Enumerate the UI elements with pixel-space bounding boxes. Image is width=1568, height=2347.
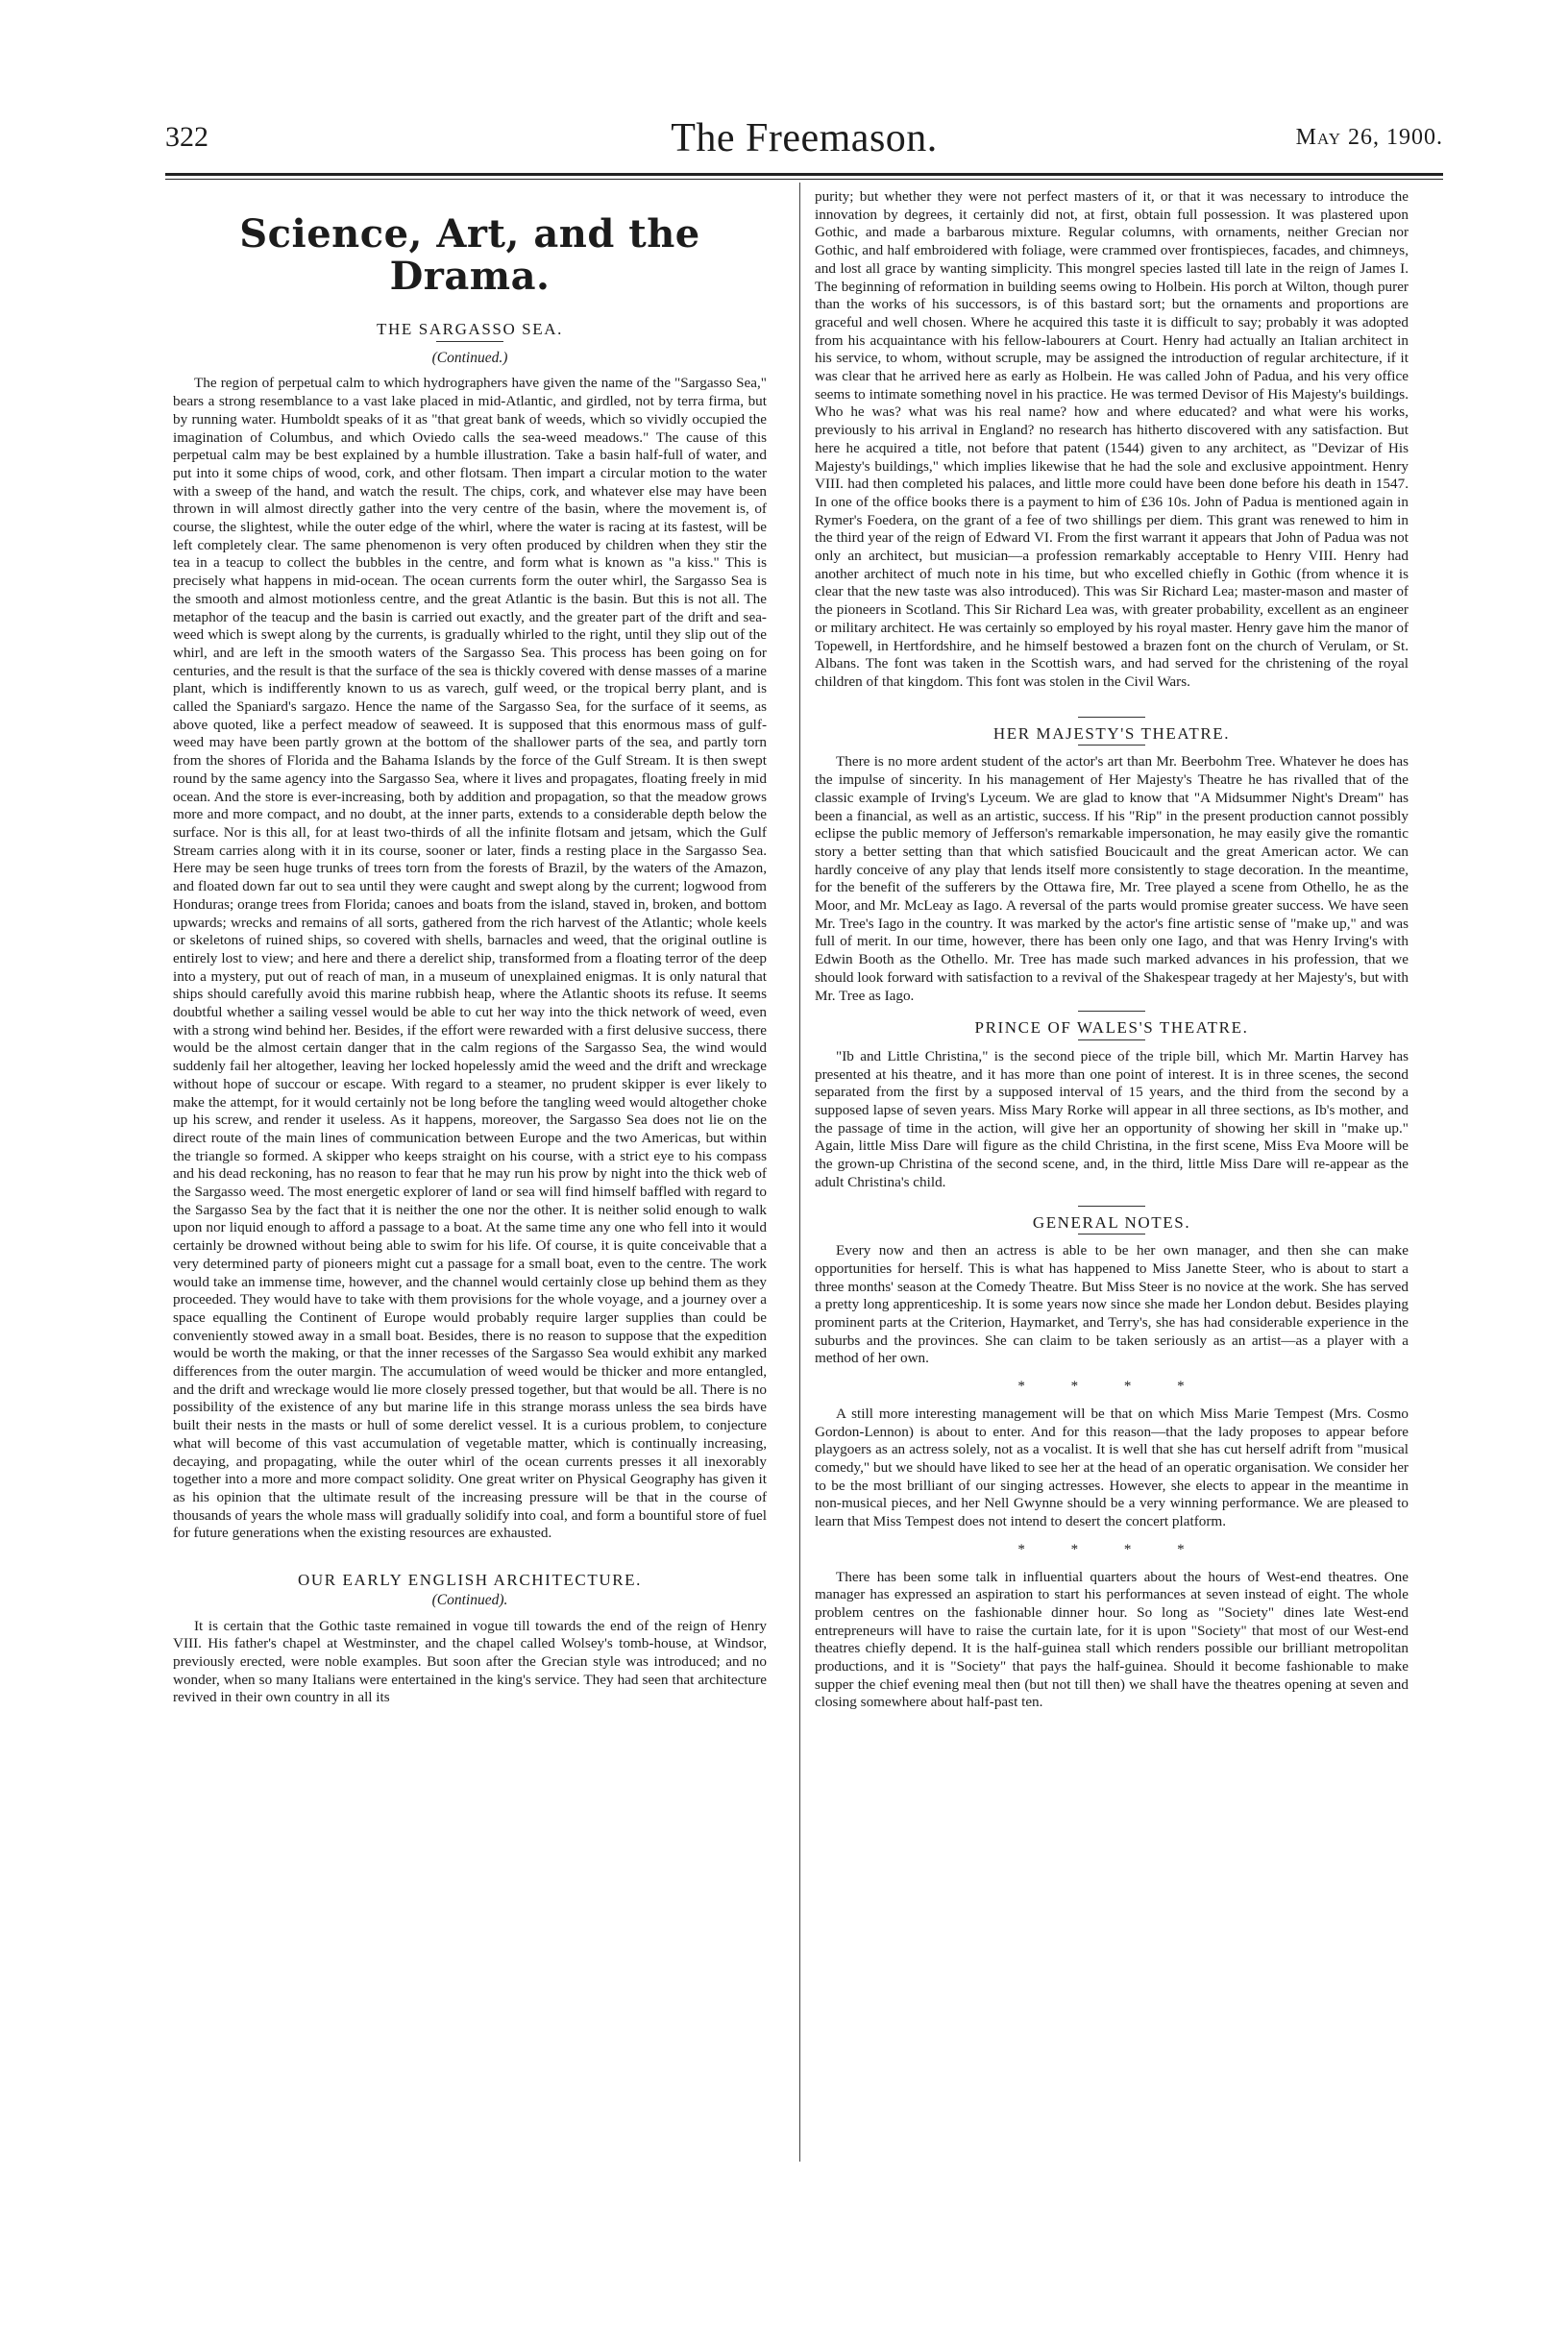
section-stars: * * * * — [1017, 1541, 1206, 1557]
section-rule — [1078, 1206, 1145, 1207]
general-notes-paragraph: There has been some talk in influential quarters about the hours of West-end theatres. One manager has expressed an aspiration to start his performances at seven instead of eight. The whole problem centres on the fashionable dinner hour. So long as "Society" dines late West-end entrepreneurs will have to raise the curtain late, for it is upon "Society" that most of our West-end theatres chiefly depend. It is the half-guinea stall which renders possible our brilliant metropolitan productions, and it is "Society" that pays the half-guinea. Should it become fashionable to make supper the chief evening meal then (but not till then) we shall have the theatres opening at seven and closing somewhere about half-past ten. — [815, 1568, 1409, 1711]
article-subtitle-architecture: (Continued). — [431, 1591, 508, 1608]
her-majesty-paragraph: There is no more ardent student of the actor's art than Mr. Beerbohm Tree. Whatever he does has the impulse of sincerity. In his management of Her Majesty's Theatre he has rivalled that of the classic example of Irving's Lyceum. We are glad to know that "A Midsummer Night's Dream" has been a financial, as well as an artistic, success. If his "Rip" in the present production cannot possibly eclipse the public memory of Jefferson's remarkable impersonation, he may easily give the romantic story a better setting than that which satisfied Boucicault and the great American actor. We can hardly conceive of any play that lends itself more consistently to stage decoration. In the meantime, for the benefit of the sufferers by the Ottawa fire, Mr. Tree played a scene from Othello, he as the Moor, and Mr. McLeay as Iago. A reversal of the parts would promise greater success. We have seen Mr. Tree's Iago in the country. It was marked by the actor's fine artistic sense of "make up," and was full of merit. In our time, however, there has been only one Iago, and that was Henry Irving's with Edwin Booth as the Othello. Mr. Tree has made such marked advances in his profession, that we should look forward with satisfaction to a revival of the Shakespear tragedy at her Majesty's, but with Mr. Tree as Iago. — [815, 753, 1409, 1004]
publication-title: The Freemason. — [671, 116, 938, 160]
article-title-sargasso: THE SARGASSO SEA. — [377, 320, 563, 338]
issue-date: May 26, 1900. — [1295, 125, 1443, 150]
left-column — [173, 188, 767, 1707]
article-title-her-majesty: HER MAJESTY'S THEATRE. — [992, 723, 1231, 743]
page-number: 322 — [165, 121, 208, 153]
architecture-continued: purity; but whether they were not perfect masters of it, or that it was necessary to introduce the innovation by degrees, it certainly did not, at first, obtain full possession. It was plastered upon Gothic, and made a barbarous mixture. Regular columns, with ornaments, neither Grecian nor Gothic, and half embroidered with foliage, were crammed over frontispieces, facades, and chimneys, and lost all grace by wanting simplicity. This mongrel species lasted till late in the reign of James I. The beginning of reformation in building seems owing to Holbein. His porch at Wilton, though purer than the works of his successors, is of this bastard sort; but the ornaments and proportions are graceful and well chosen. Where he acquired this taste it is difficult to say; probably it was adopted from his acquaintance with his fellow-labourers at Court. Henry had actually an Italian architect in his service, to whom, without scruple, may be assigned the introduction of regular architecture, if it was clear that he arrived here as early as Holbein. He was called John of Padua, and his very office seems to intimate something novel in his practice. He was termed Devisor of His Majesty's buildings. Who he was? what was his real name? how and where educated? and what were his works, previously to his arrival in England? no research has hitherto discovered with any satisfaction. But here he acquired a title, not before that patent (1544) given to any architect, as "Devizar of His Majesty's buildings," which implies likewise that he had the sole and exclusive appointment. Henry VIII. had then completed his palaces, and little more could have been done before his death in 1547. In one of the office books there is a payment to him of £36 10s. John of Padua is mentioned again in Rymer's Foedera, on the grant of a fee of two shillings per diem. This grant was renewed to him in the third year of the reign of Edward VI. From the first warrant it appears that John of Padua was not only an architect, but musician—a profession remarkably acceptable to Henry VIII. Henry had another architect of much note in his time, but who excelled chiefly in Gothic (from whence it is clear that the new taste was also introduced). This was Sir Richard Lea; master-mason and master of the pioneers in Scotland. This Sir Richard Lea was, with greater probability, excellent as an engineer or military architect. He was certainly so employed by his royal master. Henry gave him the manor of Topewell, in Hertfordshire, and he himself bestowed a brazen font on the church of Verulam, or St. Albans. The font was taken in the Scottish wars, and had served for the christening of the royal children of that kingdom. This font was stolen in the Civil Wars. — [815, 188, 1409, 690]
general-notes-paragraph: Every now and then an actress is able to be her own manager, and then she can make opportunities for herself. This is what has happened to Miss Janette Steer, who is about to start a three months' season at the Comedy Theatre. But Miss Steer is no novice at the work. She has served a pretty long apprenticeship. It is some years now since she made her London debut. Besides playing prominent parts at the Criterion, Haymarket, and Terry's, she has had considerable experience in the suburbs and the provinces. She can claim to be taken seriously as an artist—as a player with a method of her own. — [815, 1242, 1409, 1367]
article-title-general-notes: GENERAL NOTES. — [1032, 1212, 1191, 1232]
section-rule — [1078, 1011, 1145, 1012]
article-title-prince-of-wales: PRINCE OF WALES'S THEATRE. — [974, 1018, 1249, 1038]
section-banner: Science, Art, and the Drama. — [239, 211, 700, 299]
title-rule — [1078, 1039, 1145, 1040]
general-notes-paragraph: A still more interesting management will be that on which Miss Marie Tempest (Mrs. Cosmo Gordon-Lennon) is about to enter. And for this reason—that the lady proposes to appear before playgoers as an actress solely, not as a vocalist. It is well that she has cut herself adrift from "musical comedy," but we should have liked to see her at the head of an operatic organisation. We consider her to be the most brilliant of our singing actresses. However, she elects to appear in the meantime in non-musical pieces, and her Nell Gwynne should be a very winning performance. We are pleased to learn that Miss Tempest does not intend to desert the concert platform. — [815, 1405, 1409, 1530]
header-rule — [165, 173, 1443, 176]
title-rule — [1078, 1234, 1145, 1235]
right-column — [815, 188, 1409, 1712]
title-rule — [436, 341, 503, 342]
masthead — [165, 115, 1443, 169]
article-title-architecture: OUR EARLY ENGLISH ARCHITECTURE. — [298, 1571, 642, 1590]
prince-of-wales-paragraph: "Ib and Little Christina," is the second piece of the triple bill, which Mr. Martin Harvey has presented at his theatre, and it has more than one point of interest. It is in three scenes, the second separated from the first by a supposed interval of 15 years, and the third from the second by a supposed lapse of seven years. Miss Mary Rorke will appear in all three sections, as Ib's mother, and the passage of time in the action, will give her an opportunity of showing her skill in "make up." Again, little Miss Dare will figure as the child Christina, in the first scene, Miss Eva Moore will be the grown-up Christina of the second scene, and, in the third, little Miss Dare will re-appear as the adult Christina's child. — [815, 1047, 1409, 1190]
title-rule — [1078, 745, 1145, 746]
architecture-paragraph: It is certain that the Gothic taste remained in vogue till towards the end of the reign of Henry VIII. His father's chapel at Westminster, and the chapel called Wolsey's tomb-house, at Windsor, previously erected, were noble examples. But soon after the Grecian style was introduced; and no wonder, when so many Italians were entertained in the king's service. They had seen that architecture revived in their own country in all its — [173, 1617, 767, 1706]
article-subtitle-sargasso: (Continued.) — [431, 349, 508, 366]
section-rule — [1078, 717, 1145, 718]
sargasso-paragraph: The region of perpetual calm to which hydrographers have given the name of the "Sargasso Sea," bears a strong resemblance to a vast lake placed in mid-Atlantic, and girdled, not by terra firma, but by running water. Humboldt speaks of it as "that great bank of weeds, which so vividly occupied the imagination of Columbus, and which Oviedo calls the sea-weed meadows." The cause of this perpetual calm may be best explained by a humble illustration. Take a basin half-full of water, and put into it some chips of wood, cork, and other flotsam. Then impart a circular motion to the water with a sweep of the hand, and watch the result. The chips, cork, and whatever else may have been thrown in will almost directly gather into the very centre of the basin, where the movement is, of course, the slightest, while the outer edge of the whirl, where the water is racing at its fastest, will be left completely clear. The same phenomenon is very often produced by children when they stir the tea in a teacup to collect the bubbles in the centre, and form what is known as "a kiss." This is precisely what happens in mid-ocean. The ocean currents form the outer whirl, the Sargasso Sea is the smooth and almost motionless centre, and the great Atlantic is the basin. But this is not all. The metaphor of the teacup and the basin is carried out exactly, and the greater part of the drift and sea-weed which is swept along by the currents, is gradually whirled to the right, until they slip out of the whirl, and are left in the smooth waters of the Sargasso Sea. This process has been going on for centuries, and the result is that the surface of the sea is thickly covered with dense masses of a marine plant, which is indifferently known to us as varech, gulf weed, or the tropical berry plant, and is called the Spaniard's sargazo. Hence the name of the Sargasso Sea, for the surface of it seems, as above quoted, like a perfect meadow of seaweed. It is supposed that this enormous mass of gulf-weed may have been partly grown at the bottom of the shallower parts of the sea, and partly torn from the shores of Florida and the Bahama Islands by the force of the Gulf Stream. It is then swept round by the same agency into the Sargasso Sea, where it lives and propagates, floating freely in mid ocean. And the store is ever-increasing, both by addition and propagation, so that the meadow grows more and more compact, and no doubt, at the inner parts, extends to a considerable depth below the surface. Nor is this all, for at least two-thirds of all the infinite flotsam and jetsam, which the Gulf Stream carries along with it in its course, sooner or later, finds a resting place in the Sargasso Sea. Here may be seen huge trunks of trees torn from the forests of Brazil, by the waters of the Amazon, and floated down far out to sea until they were caught and swept along by the current; logwood from Honduras; orange trees from Florida; canoes and boats from the island, staved in, broken, and bottom upwards; wrecks and remains of all sorts, gathered from the rich harvest of the Atlantic; whole keels or skeletons of ruined ships, so covered with shells, barnacles and weed, that the original outline is entirely lost to view; and here and there a derelict ship, transformed from a floating terror of the deep into a mystery, put out of reach of man, in a museum of unexplained enigmas. It is only natural that ships should carefully avoid this marine rubbish heap, where the Atlantic shoots its refuse. It seems doubtful whether a sailing vessel would be able to cut her way into the thick network of weed, even with a strong wind behind her. Besides, if the effort were rewarded with a first delusive success, there would be the almost certain danger that in the calm regions of the Sargasso Sea, the wind would suddenly fail her altogether, leaving her locked hopelessly amid the weed and the drift and wreckage without hope of succour or escape. With regard to a steamer, no prudent skipper is ever likely to make the attempt, for it would certainly not be long before the tangling weed would altogether choke up his screw, and render it useless. As it happens, moreover, the Sargasso Sea does not lie on the direct route of the main lines of communication between Europe and the two Americas, but within the triangle so formed. A skipper who keeps straight on his course, with a strict eye to his compass and his dead reckoning, has no reason to fear that he may run his prow by night into the thick web of the Sargasso weed. The most energetic explorer of land or sea will find himself baffled with regard to the Sargasso Sea by the fact that it is neither the one nor the other. It is neither solid enough to walk upon nor liquid enough to afford a passage to a boat. At the same time any one who fell into it would certainly be drowned without being able to swim for his life. Of course, it is quite conceivable that a very determined party of pioneers might cut a passage for a small boat, even to the centre. The work would take an immense time, however, and the channel would certainly close up behind them as they proceeded. They would have to take with them provisions for the whole voyage, and a journey over a space equalling the Continent of Europe would probably require larger supplies than could be conveniently stowed away in a small boat. Besides, there is no reason to suppose that the expedition would be worth the making, or that the inner recesses of the Sargasso Sea would exhibit any marked differences from the outer margin. The accumulation of weed would be thicker and more entangled, and the drift and wreckage would lie more closely pressed together, but that would be all. There is no possibility of the existence of any but marine life in this strange morass unless the sea birds have built their nests in the masts or hull of some derelict vessel. It is a curious problem, to conjecture what will become of this vast accumulation of vegetable matter, which is continually increasing, decaying, and propagating, while the outer whirl of the ocean currents presses it all inexorably together into a more and more compact solidity. One great writer on Physical Geography has given it as his opinion that the ultimate result of the increasing pressure will be that in the course of thousands of years the whole mass will gradually solidify into coal, and form a bountiful store of fuel for future generations when the existing resources are exhausted. — [173, 375, 767, 1542]
column-divider — [799, 183, 800, 2162]
header-rule-thin — [165, 179, 1443, 180]
section-stars: * * * * — [1017, 1379, 1206, 1395]
